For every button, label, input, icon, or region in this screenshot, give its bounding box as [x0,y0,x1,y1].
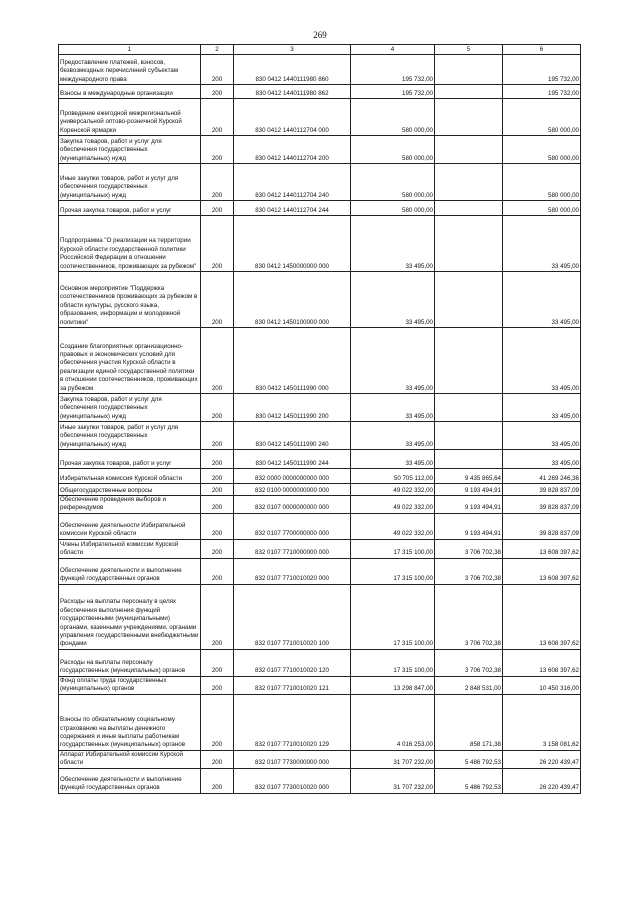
table-row [59,55,581,85]
table-row [59,484,581,496]
row-col2-cell: 200 [201,422,234,450]
row-col2-cell: 200 [201,394,234,422]
row-col5-cell [435,422,503,450]
row-col4-cell: 580 000,00 [351,99,435,136]
row-name-cell: Обеспечение деятельности Избирательной комиссии Курской области [59,513,201,539]
row-col4-cell: 17 315 100,00 [351,558,435,584]
row-code-cell: 832 0107 7710010020 100 [234,584,351,649]
row-name-cell: Аппарат Избирательной комиссии Курской области [59,750,201,768]
row-col2-cell: 200 [201,201,234,216]
row-col5-cell [435,85,503,99]
row-code-cell: 832 0107 0000000000 000 [234,496,351,514]
table-row [59,422,581,450]
row-name-cell: Создание благоприятных организационно-правовых и экономических условий для обеспечения участия Курской области в реализации единой государственной политики в отношении соотечественников, проживающих за рубежом [59,328,201,394]
row-name-cell: Фонд оплаты труда государственных (муниципальных) органов [59,676,201,694]
row-name-cell: Подпрограмма "О реализации на территории Курской области государственной политики Российской Федерации в отношении соотечественников, проживающих за рубежом" [59,216,201,272]
row-name-cell: Избирательная комиссия Курской области [59,469,201,484]
row-col2-cell: 200 [201,469,234,484]
row-code-cell: 832 0107 7730010020 000 [234,768,351,793]
row-col2-cell: 200 [201,539,234,558]
row-col4-cell: 49 022 332,00 [351,513,435,539]
column-header-2: 2 [201,45,234,55]
row-col4-cell: 31 707 232,00 [351,768,435,793]
row-col5-cell: 3 706 702,38 [435,558,503,584]
row-name-cell: Предоставление платежей, взносов, безвозмездных перечислений субъектам международного права [59,55,201,85]
row-col5-cell [435,55,503,85]
row-name-cell: Обеспечение проведения выборов и референдумов [59,496,201,514]
column-header-5: 5 [435,45,503,55]
row-col4-cell: 33 495,00 [351,328,435,394]
row-col4-cell: 49 022 332,00 [351,484,435,496]
table-row [59,496,581,514]
column-header-6: 6 [503,45,581,55]
row-col6-cell: 26 220 439,47 [503,750,581,768]
row-col4-cell: 17 315 100,00 [351,649,435,676]
row-name-cell: Расходы на выплаты персоналу в целях обеспечения выполнения функций государственными (муниципальными) органами, казенными учреждениями, органами управления государственными внебюджетными фондами [59,584,201,649]
row-code-cell: 832 0107 7710010020 129 [234,694,351,750]
table-row [59,750,581,768]
row-col4-cell: 195 732,00 [351,55,435,85]
row-col5-cell: 9 193 494,91 [435,496,503,514]
row-code-cell: 830 0412 1440111980 862 [234,85,351,99]
row-name-cell: Иные закупки товаров, работ и услуг для обеспечения государственных (муниципальных) нужд [59,422,201,450]
row-col6-cell: 26 220 439,47 [503,768,581,793]
row-col2-cell: 200 [201,750,234,768]
row-col6-cell: 33 495,00 [503,450,581,469]
row-col5-cell: 3 706 702,38 [435,539,503,558]
row-col5-cell: 3 706 702,38 [435,584,503,649]
row-col2-cell: 200 [201,558,234,584]
table-row [59,201,581,216]
table-row [59,99,581,136]
row-col2-cell: 200 [201,450,234,469]
row-col5-cell [435,328,503,394]
row-code-cell: 832 0107 7710010020 000 [234,558,351,584]
row-col2-cell: 200 [201,676,234,694]
row-col6-cell: 3 158 081,62 [503,694,581,750]
row-col5-cell [435,450,503,469]
row-col6-cell: 33 495,00 [503,216,581,272]
row-name-cell: Взносы по обязательному социальному страхованию на выплаты денежного содержания и иные выплаты работникам государственных (муниципальных) органов [59,694,201,750]
row-name-cell: Прочая закупка товаров, работ и услуг [59,201,201,216]
row-code-cell: 830 0412 1440112704 000 [234,99,351,136]
row-code-cell: 832 0107 7710000000 000 [234,539,351,558]
page-number: 269 [313,30,327,40]
row-name-cell: Общегосударственные вопросы [59,484,201,496]
row-code-cell: 832 0107 7710010020 120 [234,649,351,676]
row-col5-cell: 858 171,38 [435,694,503,750]
table-row [59,676,581,694]
row-name-cell: Закупка товаров, работ и услуг для обеспечения государственных (муниципальных) нужд [59,394,201,422]
row-col2-cell: 200 [201,136,234,164]
row-col5-cell: 9 435 865,64 [435,469,503,484]
table-row [59,558,581,584]
row-col5-cell [435,164,503,201]
row-col6-cell: 10 450 316,00 [503,676,581,694]
table-row [59,136,581,164]
row-name-cell: Расходы на выплаты персоналу государственных (муниципальных) органов [59,649,201,676]
row-name-cell: Обеспечение деятельности и выполнение функций государственных органов [59,558,201,584]
row-col6-cell: 13 608 397,62 [503,539,581,558]
row-col6-cell: 39 828 837,09 [503,484,581,496]
row-col6-cell: 580 000,00 [503,99,581,136]
row-col4-cell: 13 298 847,00 [351,676,435,694]
row-col6-cell: 33 495,00 [503,422,581,450]
row-code-cell: 830 0412 1440112704 244 [234,201,351,216]
table-row [59,394,581,422]
row-col4-cell: 49 022 332,00 [351,496,435,514]
column-header-4: 4 [351,45,435,55]
row-code-cell: 830 0412 1440112704 200 [234,136,351,164]
table-row [59,216,581,272]
row-col5-cell: 5 486 792,53 [435,750,503,768]
row-code-cell: 830 0412 1440111980 860 [234,55,351,85]
row-col4-cell: 33 495,00 [351,394,435,422]
row-col4-cell: 195 732,00 [351,85,435,99]
row-col2-cell: 200 [201,513,234,539]
row-col4-cell: 33 495,00 [351,272,435,328]
row-col5-cell: 5 486 792,53 [435,768,503,793]
row-col5-cell [435,201,503,216]
row-col2-cell: 200 [201,216,234,272]
row-name-cell: Закупка товаров, работ и услуг для обеспечения государственных (муниципальных) нужд [59,136,201,164]
row-col6-cell: 33 495,00 [503,328,581,394]
row-name-cell: Обеспечение деятельности и выполнение функций государственных органов [59,768,201,793]
row-name-cell: Прочая закупка товаров, работ и услуг [59,450,201,469]
column-header-1: 1 [59,45,201,55]
row-name-cell: Взносы в международные организации [59,85,201,99]
row-col4-cell: 580 000,00 [351,201,435,216]
row-col6-cell: 39 828 837,09 [503,513,581,539]
row-col2-cell: 200 [201,484,234,496]
row-col6-cell: 13 608 397,62 [503,649,581,676]
row-col6-cell: 580 000,00 [503,201,581,216]
row-col4-cell: 33 495,00 [351,216,435,272]
row-name-cell: Основное мероприятие "Поддержка соотечественников проживающих за рубежом в области культуры, русского языка, образования, информации и молодежной политики" [59,272,201,328]
row-col4-cell: 33 495,00 [351,450,435,469]
row-col6-cell: 39 828 837,09 [503,496,581,514]
row-code-cell: 832 0100 0000000000 000 [234,484,351,496]
table-row [59,469,581,484]
row-code-cell: 830 0412 1450111990 000 [234,328,351,394]
row-col2-cell: 200 [201,328,234,394]
row-col4-cell: 33 495,00 [351,422,435,450]
row-code-cell: 830 0412 1450000000 000 [234,216,351,272]
table-row [59,539,581,558]
row-code-cell: 830 0412 1450100000 000 [234,272,351,328]
row-col4-cell: 4 016 253,00 [351,694,435,750]
row-name-cell: Иные закупки товаров, работ и услуг для обеспечения государственных (муниципальных) нужд [59,164,201,201]
row-col6-cell: 580 000,00 [503,136,581,164]
table-row [59,85,581,99]
row-col5-cell [435,99,503,136]
row-col2-cell: 200 [201,584,234,649]
row-code-cell: 832 0107 7700000000 000 [234,513,351,539]
budget-table [58,44,581,794]
row-col5-cell [435,216,503,272]
row-code-cell: 830 0412 1440112704 240 [234,164,351,201]
row-col6-cell: 580 000,00 [503,164,581,201]
row-col2-cell: 200 [201,164,234,201]
table-row [59,649,581,676]
row-code-cell: 832 0000 0000000000 000 [234,469,351,484]
row-col5-cell [435,394,503,422]
table-row [59,328,581,394]
table-body [59,55,581,794]
row-col4-cell: 50 705 112,00 [351,469,435,484]
row-col4-cell: 580 000,00 [351,164,435,201]
table-row [59,584,581,649]
column-header-3: 3 [234,45,351,55]
table-row [59,768,581,793]
row-col5-cell: 3 706 702,38 [435,649,503,676]
row-col6-cell: 33 495,00 [503,394,581,422]
row-code-cell: 832 0107 7730000000 000 [234,750,351,768]
row-col5-cell: 9 193 494,91 [435,484,503,496]
row-code-cell: 830 0412 1450111990 200 [234,394,351,422]
table-row [59,513,581,539]
row-col2-cell: 200 [201,694,234,750]
row-name-cell: Проведение ежегодной межрегиональной универсальной оптово-розничной Курской Коренской ярмарки [59,99,201,136]
row-col6-cell: 41 269 246,36 [503,469,581,484]
row-col2-cell: 200 [201,99,234,136]
row-col6-cell: 195 732,00 [503,85,581,99]
row-col4-cell: 17 315 100,00 [351,539,435,558]
row-code-cell: 832 0107 7710010020 121 [234,676,351,694]
row-col5-cell: 2 848 531,00 [435,676,503,694]
row-col2-cell: 200 [201,85,234,99]
row-col4-cell: 580 000,00 [351,136,435,164]
row-col2-cell: 200 [201,55,234,85]
row-col6-cell: 33 495,00 [503,272,581,328]
row-col4-cell: 31 707 232,00 [351,750,435,768]
row-col5-cell [435,136,503,164]
row-col5-cell [435,272,503,328]
table-row [59,694,581,750]
row-code-cell: 830 0412 1450111990 244 [234,450,351,469]
row-col4-cell: 17 315 100,00 [351,584,435,649]
row-col6-cell: 13 608 397,62 [503,558,581,584]
table-row [59,272,581,328]
table-row [59,450,581,469]
row-col2-cell: 200 [201,768,234,793]
row-name-cell: Члены Избирательной комиссии Курской области [59,539,201,558]
row-col2-cell: 200 [201,496,234,514]
row-code-cell: 830 0412 1450111990 240 [234,422,351,450]
row-col2-cell: 200 [201,649,234,676]
table-row [59,164,581,201]
row-col5-cell: 9 193 494,91 [435,513,503,539]
row-col6-cell: 13 608 397,62 [503,584,581,649]
table-header-row [59,45,581,55]
row-col6-cell: 195 732,00 [503,55,581,85]
row-col2-cell: 200 [201,272,234,328]
